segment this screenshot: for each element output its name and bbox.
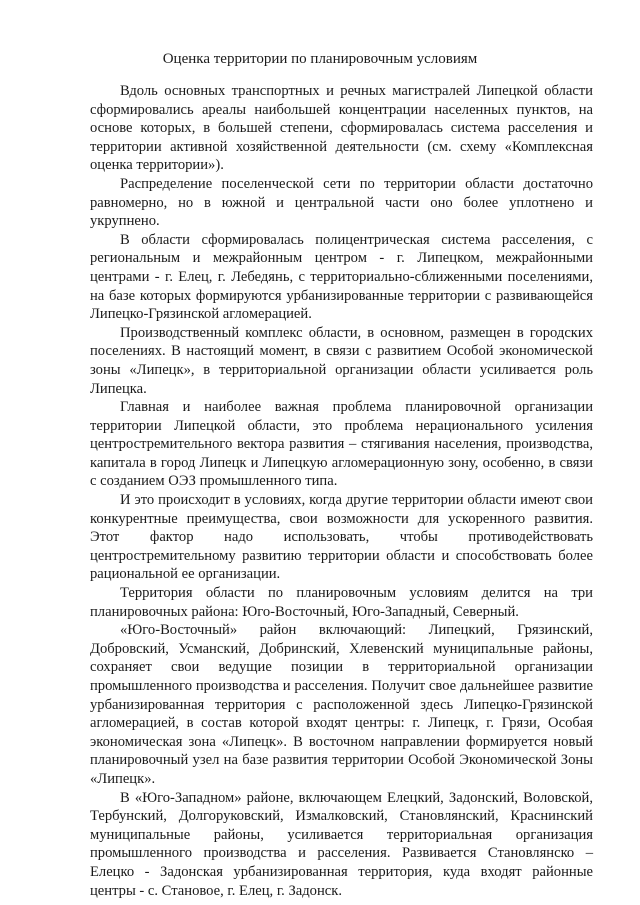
page-title: Оценка территории по планировочным условиям [162, 51, 478, 67]
paragraph: И это происходит в условиях, когда другие территории области имеют свои конкурентные преимущества, свои возможности для ускоренного развития. Этот фактор надо использовать, чтобы противодействовать центростремительному развитию территории области и способствовать более рациональной ее организации. [90, 492, 593, 583]
paragraph: В области сформировалась полицентрическая система расселения, с региональным и межрайонным центром - г. Липецком, межрайонными центрами - г. Елец, г. Лебедянь, с территориально-сближенными поселениями, на базе которых формируются урбанизированные территории с развивающейся Липецко-Грязинской агломерацией. [90, 231, 593, 323]
paragraph: «Юго-Восточный» район включающий: Липецкий, Грязинский, Добровский, Усманский, Добринский, Хлевенский муниципальные районы, сохраняет свои ведущие позиции в территориальной организации промышленного производства и расселения. Получит свое дальнейшее развитие урбанизированная территория с расположенной здесь Липецко-Грязинской агломерацией, в состав которой входят центры: г. Липецк, г. Грязи, Особая экономическая зона «Липецк». В восточном направлении формируется новый планировочный узел на базе развития территории Особой Экономической Зоны «Липецк». [90, 622, 593, 787]
document-body [90, 82, 593, 900]
paragraph: Производственный комплекс области, в основном, размещен в городских поселениях. В настоящий момент, в связи с развитием Особой экономической зоны «Липецк», в территориальной организации области усиливается роль Липецка. [90, 324, 593, 397]
paragraph: Главная и наиболее важная проблема планировочной организации территории Липецкой области, это проблема нерационального усиления центростремительного вектора развития – стягивания населения, производства, капитала в город Липецк и Липецкую агломерационную зону, особенно, в связи с созданием ОЭЗ промышленного типа. [90, 399, 593, 490]
paragraph: Вдоль основных транспортных и речных магистралей Липецкой области сформировались ареалы наибольшей концентрации населенных пунктов, на основе которых, в большей степени, сформировалась система расселения и территории активной хозяйственной деятельности (см. схему «Комплексная оценка территории»). [90, 83, 593, 174]
paragraph: В «Юго-Западном» районе, включающем Елецкий, Задонский, Воловской, Тербунский, Долгоруковский, Измалковский, Становлянский, Краснинский муниципальные районы, усиливается территориальная организация промышленного производства и расселения. Развивается Становлянско – Елецко - Задонская урбанизированная территория, куда входят районные центры - с. Становое, г. Елец, г. Задонск. [90, 789, 593, 899]
paragraph: Территория области по планировочным условиям делится на три планировочных района: Юго-Восточный, Юго-Западный, Северный. [90, 585, 593, 620]
paragraph: Распределение поселенческой сети по территории области достаточно равномерно, но в южной и центральной части оно более уплотнено и укрупнено. [90, 175, 593, 230]
